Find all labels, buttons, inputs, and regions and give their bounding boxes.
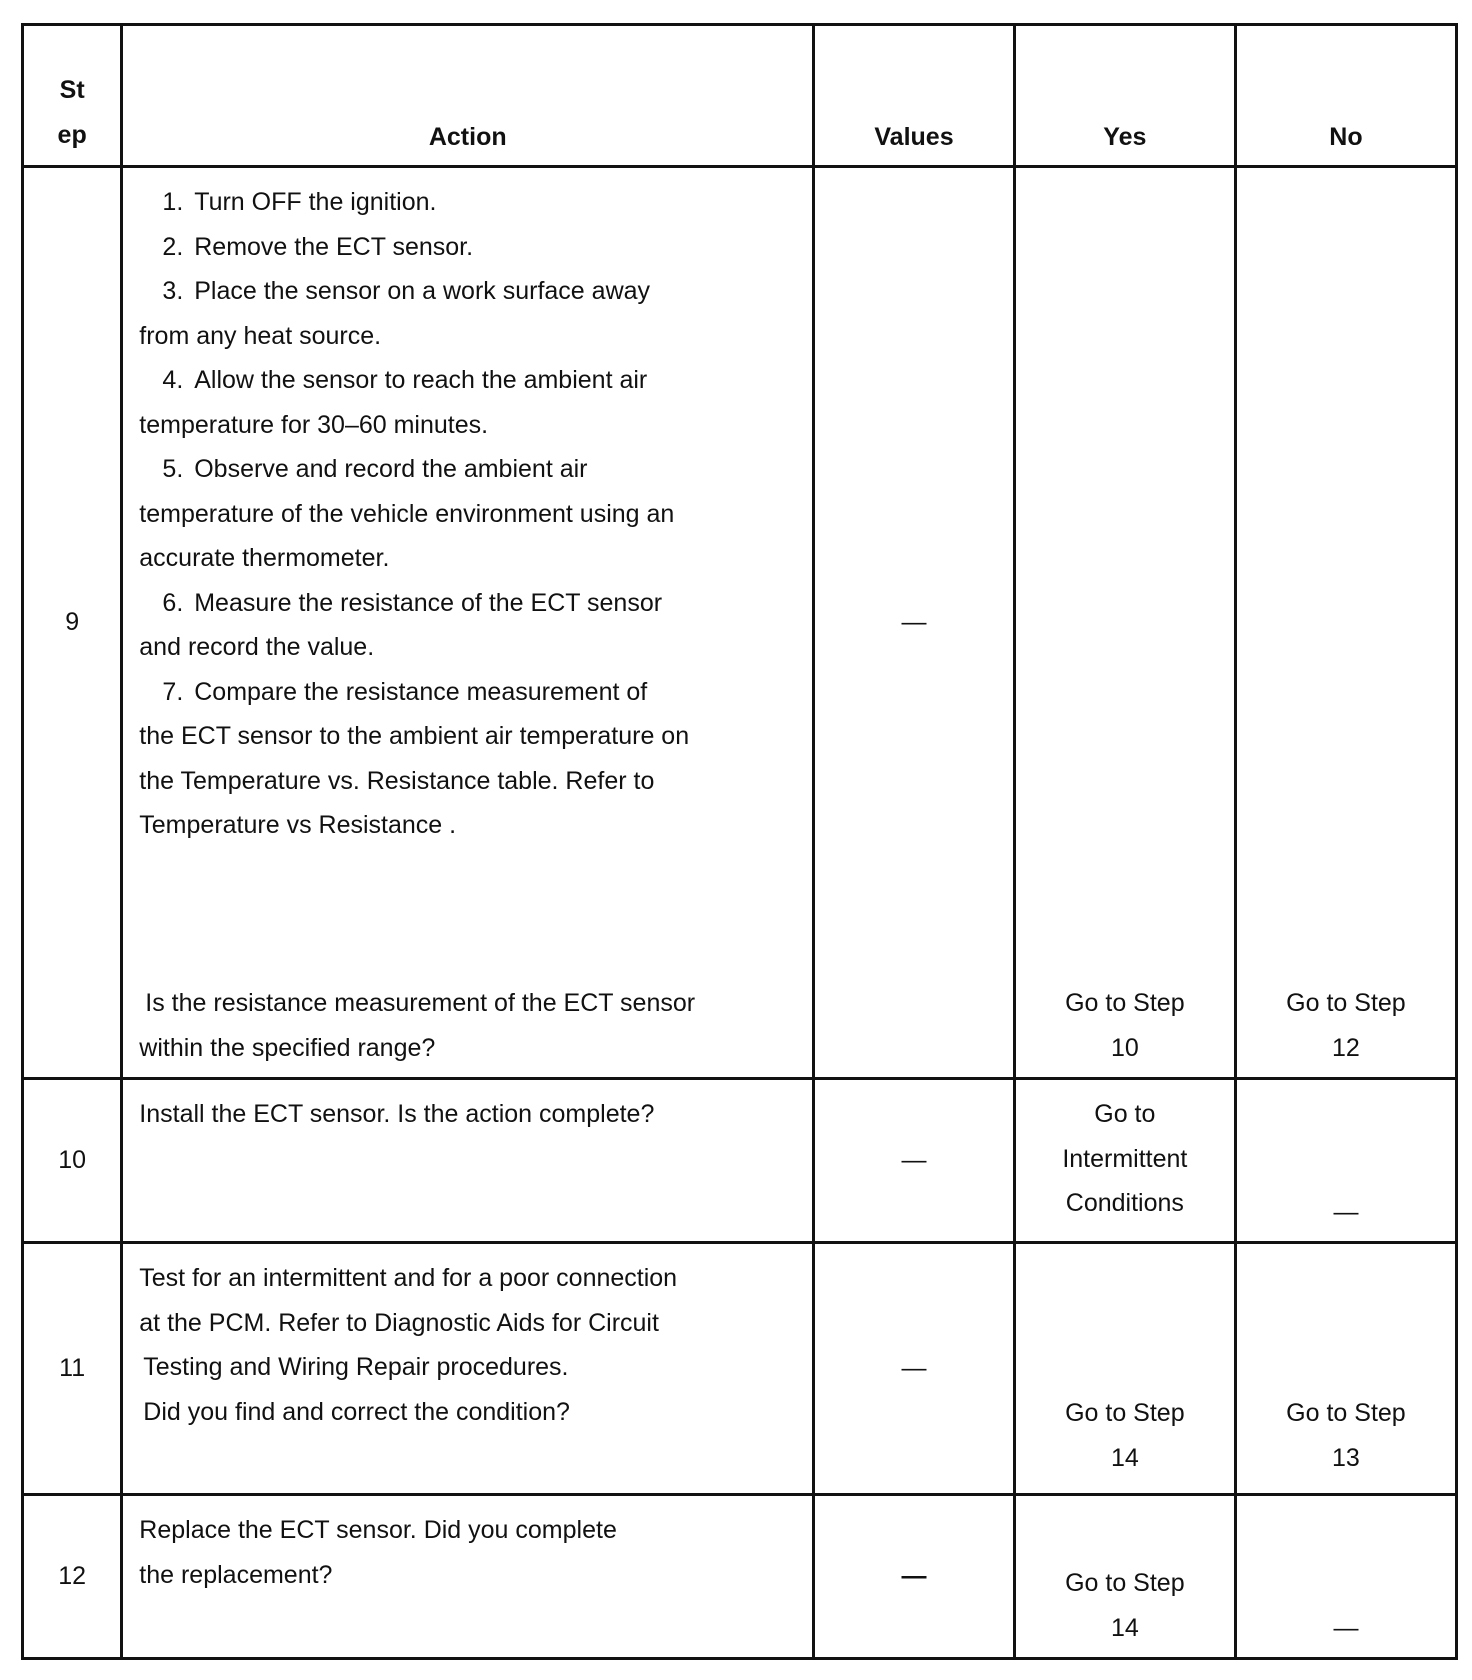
yes-goto-label: Go to Step — [1065, 1569, 1185, 1597]
yes-goto-step: 10 — [1110, 1033, 1139, 1062]
action-line: Remove the ECT sensor. — [194, 232, 474, 261]
yes-goto-target: Intermittent — [1062, 1144, 1188, 1173]
table-row — [23, 167, 1457, 1079]
yes-goto-label: Go to — [1094, 1100, 1156, 1128]
action-line: Temperature vs Resistance . — [139, 811, 457, 839]
yes-cell — [1014, 167, 1235, 1079]
values-cell — [814, 1243, 1015, 1495]
action-question: Did you find and correct the condition? — [143, 1397, 570, 1426]
table-row — [23, 1243, 1457, 1495]
action-line: the ECT sensor to the ambient air temperature on — [139, 722, 690, 750]
yes-goto-label: Go to Step — [1065, 989, 1185, 1017]
no-goto-step: 13 — [1332, 1443, 1360, 1472]
no-dash: — — [1333, 1197, 1359, 1226]
action-line: Testing and Wiring Repair procedures. — [143, 1353, 569, 1381]
step-number: 10 — [23, 1079, 122, 1243]
no-goto-step: 12 — [1332, 1033, 1360, 1062]
step-header — [23, 25, 122, 167]
action-line: the Temperature vs. Resistance table. Refer to — [139, 766, 655, 795]
values-dash: — — [901, 608, 927, 637]
table-row — [23, 1079, 1457, 1243]
values-dash: — — [901, 1146, 927, 1175]
action-cell — [122, 167, 814, 1079]
yes-cell — [1014, 1243, 1235, 1495]
action-line: Test for an intermittent and for a poor connection — [139, 1264, 678, 1292]
action-question: Is the resistance measurement of the ECT sensor within the specified range? — [139, 989, 696, 1062]
action-line: temperature of the vehicle environment using an — [139, 499, 675, 528]
values-dash: — — [901, 1562, 927, 1591]
action-line: accurate thermometer. — [139, 544, 390, 572]
values-dash: — — [901, 1354, 927, 1383]
no-dash: — — [1333, 1613, 1359, 1642]
no-header: No — [1235, 25, 1456, 167]
yes-header: Yes — [1014, 25, 1235, 167]
no-cell — [1235, 1079, 1456, 1243]
values-cell — [814, 1495, 1015, 1659]
action-line: Place the sensor on a work surface away — [194, 277, 651, 305]
values-cell — [814, 167, 1015, 1079]
step-number: 9 — [23, 167, 122, 1079]
action-header: Action — [122, 25, 814, 167]
action-cell — [122, 1495, 814, 1659]
table-row — [23, 1495, 1457, 1659]
action-line: the replacement? — [139, 1560, 333, 1589]
action-line: Compare the resistance measurement of — [194, 677, 648, 706]
step-header-line2: ep — [57, 120, 87, 149]
no-cell — [1235, 1243, 1456, 1495]
action-line: at the PCM. Refer to Diagnostic Aids for Circuit — [139, 1308, 659, 1337]
step-number: 11 — [23, 1243, 122, 1495]
action-line: Install the ECT sensor. Is the action complete? — [139, 1100, 655, 1128]
no-cell — [1235, 1495, 1456, 1659]
yes-cell — [1014, 1495, 1235, 1659]
action-steps-list: 1. Turn OFF the ignition. 2. Remove the ECT sensor. 3. Place the sensor on a work surface away from any heat source. 4. Allow the sensor to reach the ambient air temperature for 30–60 minutes. 5. Observe and record the ambient air temperature of the vehicle environment using an accurate thermometer. 6. Measure the resistance of the ECT sensor and record the value. 7. Compare the resistance measurement of the ECT sensor to the ambient air temperature on the Temperature vs. Resistance table. Refer to Temperature vs Resistance . — [139, 168, 802, 848]
step-number: 12 — [23, 1495, 122, 1659]
no-goto-label: Go to Step — [1286, 1399, 1406, 1427]
values-header: Values — [814, 25, 1015, 167]
yes-cell — [1014, 1079, 1235, 1243]
action-line: Measure the resistance of the ECT sensor — [194, 588, 663, 617]
step-header-line1: St — [59, 76, 85, 104]
no-goto-label: Go to Step — [1286, 989, 1406, 1017]
action-line: Observe and record the ambient air — [194, 455, 588, 483]
action-cell — [122, 1079, 814, 1243]
header-row — [23, 25, 1457, 167]
action-line: and record the value. — [139, 633, 375, 661]
action-line: temperature for 30–60 minutes. — [139, 410, 489, 439]
action-cell — [122, 1243, 814, 1495]
yes-goto-target: Conditions — [1065, 1189, 1184, 1217]
diagnostic-table — [21, 23, 1458, 1660]
yes-goto-step: 14 — [1110, 1613, 1139, 1642]
values-cell — [814, 1079, 1015, 1243]
action-line: Turn OFF the ignition. — [194, 188, 437, 216]
action-line: Replace the ECT sensor. Did you complete — [139, 1516, 617, 1544]
yes-goto-label: Go to Step — [1065, 1399, 1185, 1427]
action-line: from any heat source. — [139, 321, 382, 350]
action-line: Allow the sensor to reach the ambient air — [194, 366, 648, 394]
no-cell — [1235, 167, 1456, 1079]
yes-goto-step: 14 — [1110, 1443, 1139, 1472]
